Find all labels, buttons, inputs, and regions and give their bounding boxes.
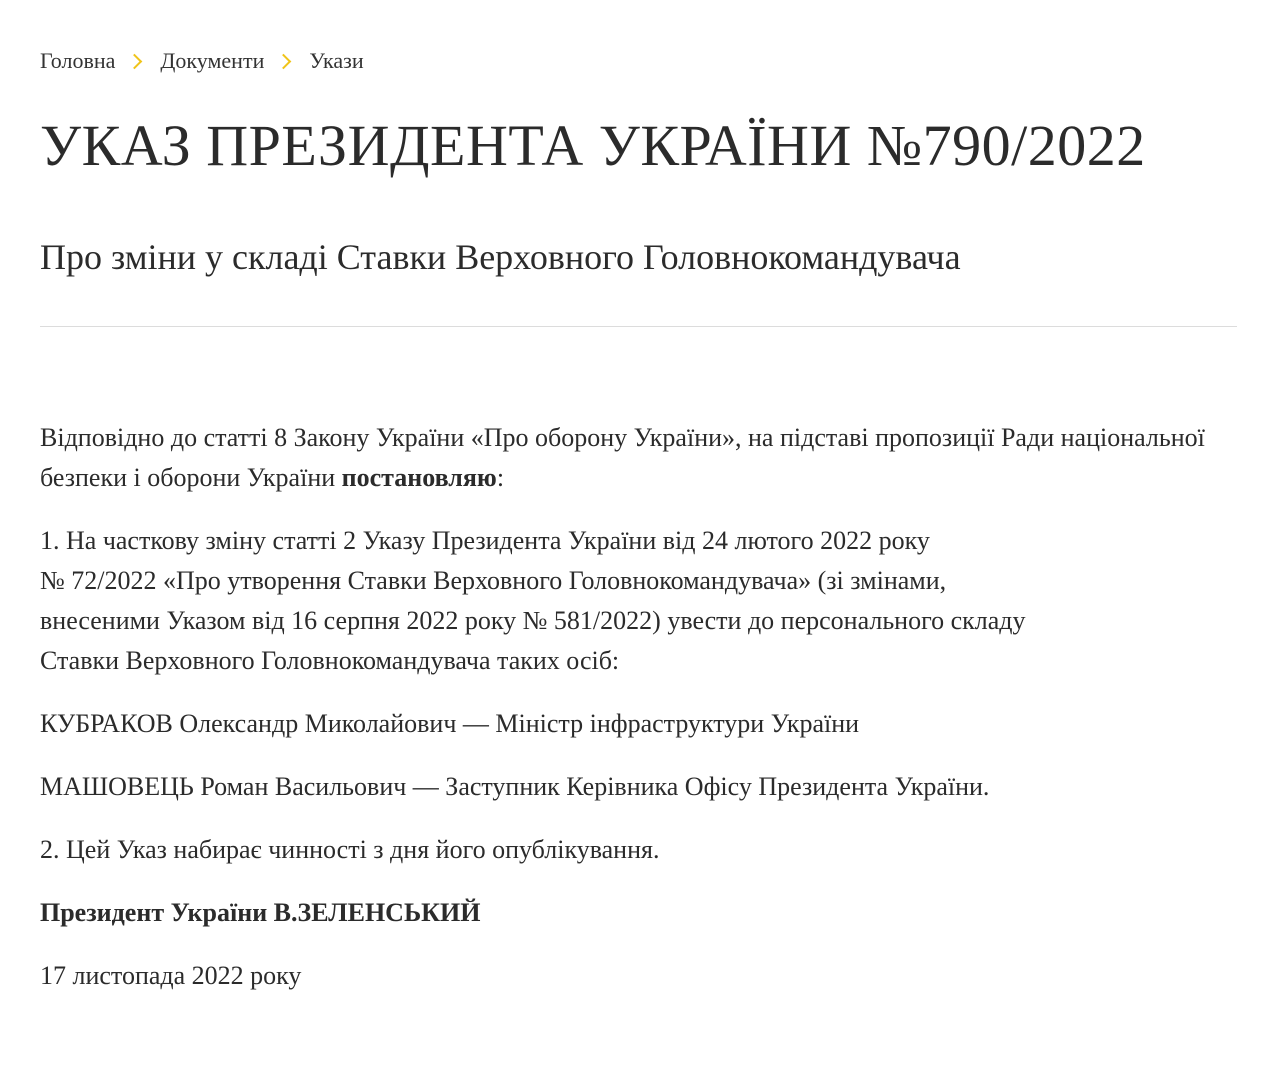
chevron-right-icon xyxy=(276,53,292,69)
preamble-suffix: : xyxy=(496,463,505,492)
page-subtitle: Про зміни у складі Ставки Верховного Головнокомандувача xyxy=(40,237,961,277)
preamble-emphasis: постановляю xyxy=(341,463,497,492)
breadcrumb xyxy=(40,48,364,74)
item1-line2: № 72/2022 «Про утворення Ставки Верховного Головнокомандувача» (зі змінами, xyxy=(40,566,947,595)
decree-person-1: КУБРАКОВ Олександр Миколайович — Міністр інфраструктури України xyxy=(40,709,860,738)
page-title: УКАЗ ПРЕЗИДЕНТА УКРАЇНИ №790/2022 xyxy=(40,113,1146,178)
chevron-right-icon xyxy=(127,53,143,69)
decree-signature xyxy=(40,893,1240,933)
item1-line1: 1. На часткову зміну статті 2 Указу Президента України від 24 лютого 2022 року xyxy=(40,526,930,555)
breadcrumb-item-home[interactable]: Головна xyxy=(40,48,116,73)
decree-person-2: МАШОВЕЦЬ Роман Васильович — Заступник Керівника Офісу Президента України. xyxy=(40,772,990,801)
signature-text: Президент України В.ЗЕЛЕНСЬКИЙ xyxy=(40,898,481,927)
decree-item-1 xyxy=(40,521,1240,681)
decree-preamble xyxy=(40,418,1240,498)
breadcrumb-item-decrees[interactable]: Укази xyxy=(309,48,364,73)
item1-line4: Ставки Верховного Головнокомандувача таких осіб: xyxy=(40,646,620,675)
decree-body xyxy=(40,418,1240,1019)
preamble-text: Відповідно до статті 8 Закону України «Про оборону України», на підставі пропозиції Ради національної безпеки і оборони України xyxy=(40,423,1205,492)
item1-line3: внесеними Указом від 16 серпня 2022 року № 581/2022) увести до персонального складу xyxy=(40,606,1026,635)
divider xyxy=(40,326,1237,327)
breadcrumb-item-documents[interactable]: Документи xyxy=(160,48,265,73)
decree-date: 17 листопада 2022 року xyxy=(40,961,302,990)
decree-item-2: 2. Цей Указ набирає чинності з дня його опублікування. xyxy=(40,835,660,864)
